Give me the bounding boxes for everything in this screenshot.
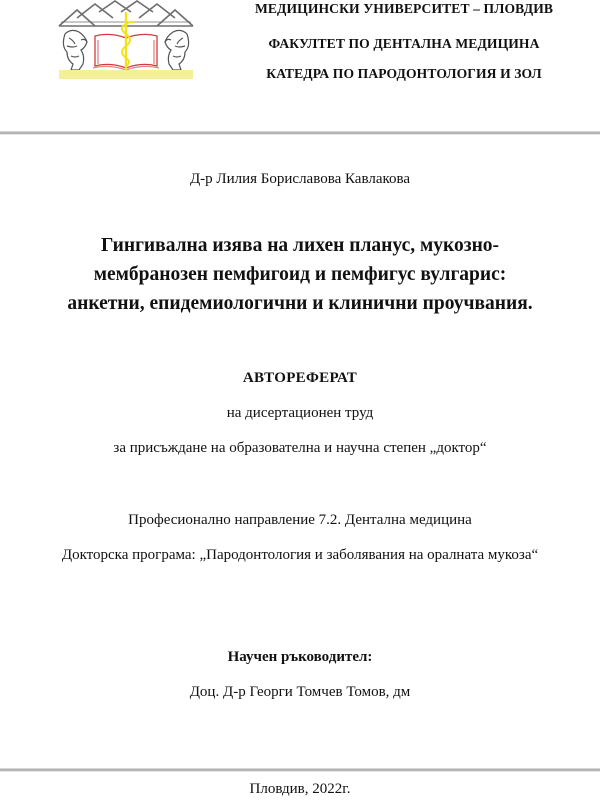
author-name: Д-р Лилия Бориславова Кавлакова: [189, 171, 411, 187]
logo-graphic-icon: [55, 0, 197, 80]
left-lion-icon: [63, 30, 87, 70]
base-band-icon: [59, 70, 193, 79]
doctoral-program: Докторска програма: „Пародонтология и заболявания на оралната мукоза“: [61, 547, 539, 563]
supervisor-name: Доц. Д-р Георги Томчев Томов, дм: [189, 684, 411, 700]
document-type: АВТОРЕФЕРАТ: [242, 370, 358, 386]
thesis-title-line-3: анкетни, епидемиологични и клинични проучвания.: [67, 293, 533, 314]
thesis-title-line-1: Гингивална изява на лихен планус, мукозно-: [100, 235, 500, 256]
document-subtitle-1: на дисертационен труд: [226, 405, 374, 421]
institution-department: КАТЕДРА ПО ПАРОДОНТОЛОГИЯ И ЗОЛ: [266, 66, 542, 81]
footer-divider: [0, 768, 600, 772]
thesis-title-line-2: мембранозен пемфигоид и пемфигус вулгарис:: [93, 264, 507, 285]
header-divider: [0, 131, 600, 135]
institution-university: МЕДИЦИНСКИ УНИВЕРСИТЕТ – ПЛОВДИВ: [254, 1, 554, 16]
university-logo: [55, 0, 197, 80]
place-and-year: Пловдив, 2022г.: [249, 781, 351, 797]
supervisor-label: Научен ръководител:: [227, 649, 373, 665]
document-subtitle-2: за присъждане на образователна и научна степен „доктор“: [113, 440, 487, 456]
institution-faculty: ФАКУЛТЕТ ПО ДЕНТАЛНА МЕДИЦИНА: [268, 36, 540, 51]
professional-field: Професионално направление 7.2. Дентална медицина: [128, 512, 472, 528]
right-lion-icon: [165, 30, 189, 70]
